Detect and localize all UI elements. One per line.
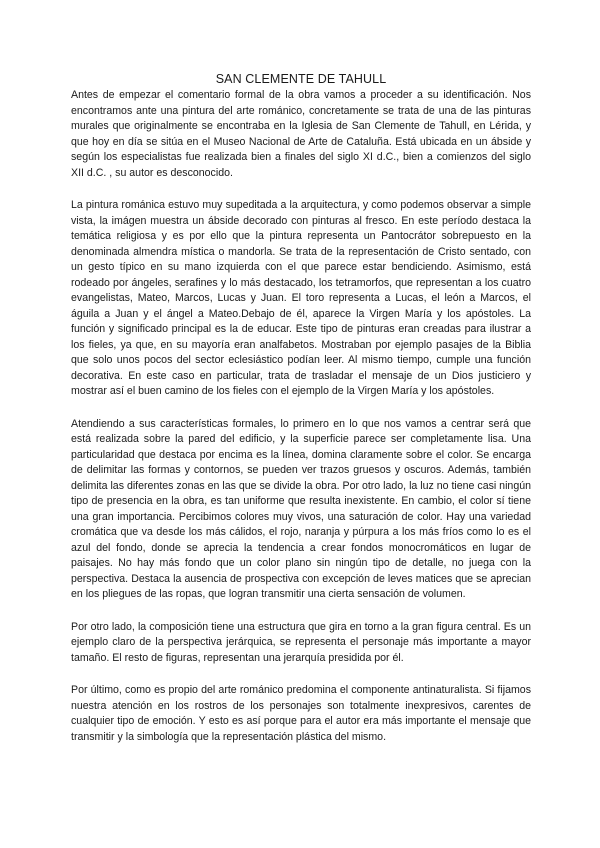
document-title: SAN CLEMENTE DE TAHULL [215, 72, 387, 86]
paragraph-context-function: La pintura románica estuvo muy supeditada a la arquitectura, y como podemos observar a simple vista, la imágen muestra un ábside decorado con pinturas al fresco. En este período destaca la temática religiosa y es por ello que la pintura representa un Pantocrátor sobrepuesto en la denominada almendra mística o mandorla. Se trata de la representación de Cristo sentado, con un gesto típico en su mano izquierda con el que parece estar bendiciendo. Asimismo, está rodeado por ángeles, serafines y lo más destacado, los tetramorfos, que representan a los cuatro evangelistas, Mateo, Marcos, Lucas y Juan. El toro representa a Lucas, el león a Marcos, el águila a Juan y el ángel a Mateo.Debajo de él, aparece la Virgen María y los apóstoles. La función y significado principal es la de educar. Este tipo de pinturas eran creadas para ilustrar a los fieles, ya que, en su mayoría eran analfabetos. Mostraban por ejemplo pasajes de la Biblia que solo unos pocos del sector eclesiástico podían leer. Al mismo tiempo, cumple una función decorativa. En este caso en particular, trata de trasladar el mensaje de un Dios justiciero y mostrar así el buen camino de los fieles con el ejemplo de la Virgen María y los apóstoles. [71, 199, 531, 397]
document-page [71, 71, 531, 762]
paragraph-antinaturalism: Por último, como es propio del arte románico predomina el componente antinaturalista. Si fijamos nuestra atención en los rostros de los personajes son totalmente inexpresivos, carentes de cualquier tipo de emoción. Y esto es así porque para el autor era más importante el mensaje que transmitir y la simbología que la representación plástica del mismo. [71, 684, 531, 743]
paragraph-composition: Por otro lado, la composición tiene una estructura que gira en torno a la gran figura central. Es un ejemplo claro de la perspectiva jerárquica, se representa el personaje más importante a mayor tamaño. El resto de figuras, representan una jerarquía presidida por él. [71, 620, 531, 664]
paragraph-identification: Antes de empezar el comentario formal de la obra vamos a proceder a su identificación. Nos encontramos ante una pintura del arte románico, concretamente se trata de una de las pinturas murales que originalmente se encontraba en la Iglesia de San Clemente de Tahull, en Lérida, y que hoy en día se sitúa en el Museo Nacional de Arte de Cataluña. Está ubicada en un ábside y según los especialistas fue realizada bien a finales del siglo XI d.C., bien a comienzos del siglo XII d.C. , su autor es desconocido. [71, 89, 531, 179]
paragraph-formal-characteristics: Atendiendo a sus características formales, lo primero en lo que nos vamos a centrar será que está realizada sobre la pared del edificio, y la superficie parece ser completamente lisa. Una particularidad que destaca por encima es la línea, domina claramente sobre el color. Se encarga de delimitar las formas y contornos, se pueden ver trazos gruesos y oscuros. Además, también delimita las diferentes zonas en las que se divide la obra. Por otro lado, la luz no tiene casi ningún tipo de presencia en la obra, es tan uniforme que resulta inexistente. En cambio, el color sí tiene una gran importancia. Percibimos colores muy vivos, una saturación de color. Hay una variedad cromática que va desde los más cálidos, el rojo, naranja y púrpura a los más fríos como lo es el azul del fondo, donde se aprecia la tendencia a crear fondos monocromáticos en lugar de paisajes. No hay más fondo que un color plano sin ningún tipo de detalle, no juega con la perspectiva. Destaca la ausencia de prospectiva con excepción de leves matices que se aprecian en los pliegues de las ropas, que logran transmitir una cierta sensación de volumen. [71, 417, 531, 600]
